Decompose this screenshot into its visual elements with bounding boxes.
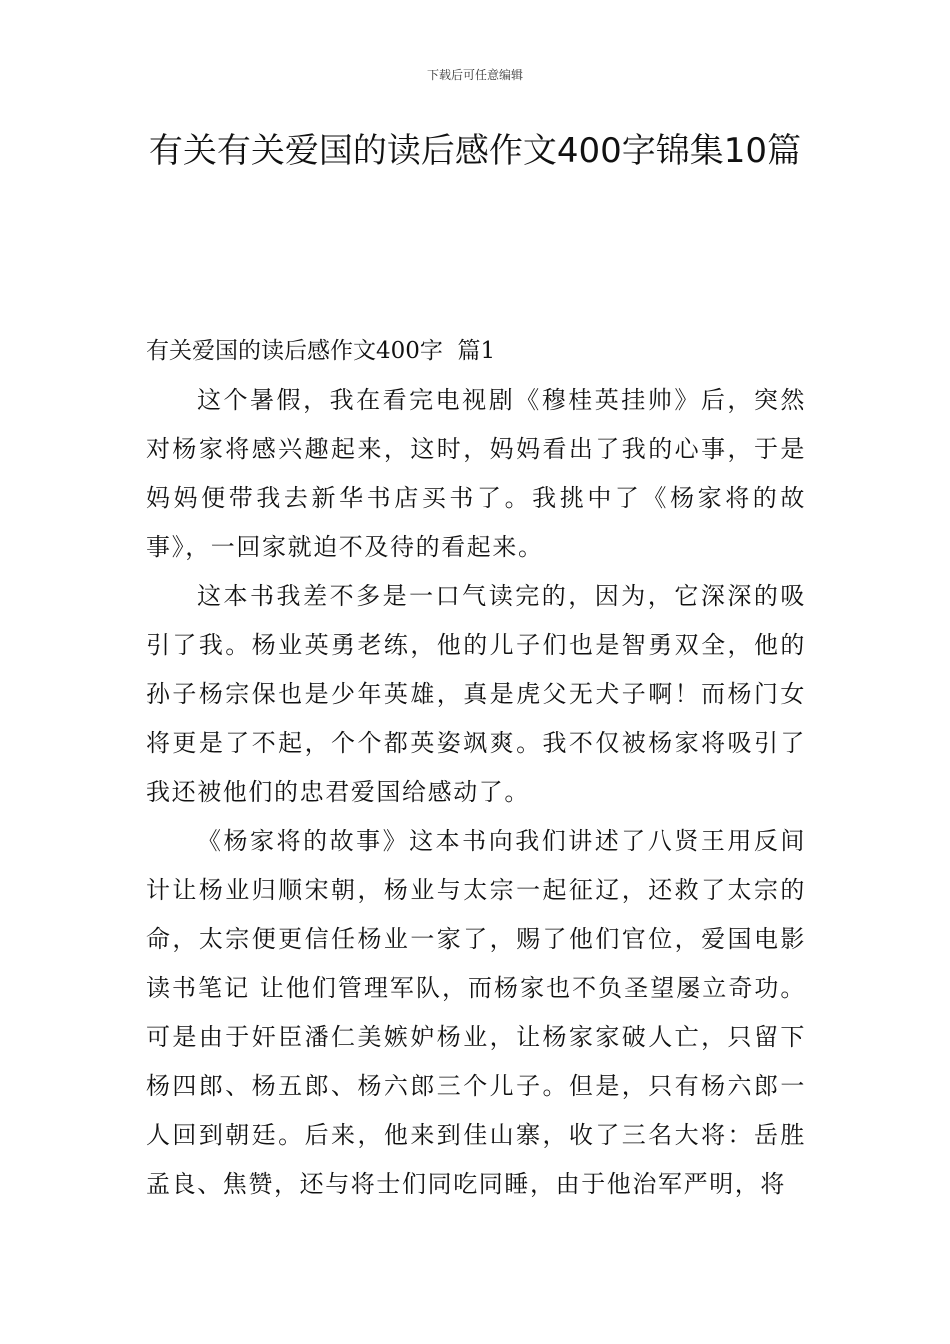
body-text — [146, 376, 806, 1209]
paragraph: 这个暑假，我在看完电视剧《穆桂英挂帅》后，突然对杨家将感兴趣起来，这时，妈妈看出了我的心事，于是妈妈便带我去新华书店买书了。我挑中了《杨家将的故事》，一回家就迫不及待的看起来。 — [146, 386, 806, 561]
paragraph: 这本书我差不多是一口气读完的，因为，它深深的吸引了我。杨业英勇老练，他的儿子们也是智勇双全，他的孙子杨宗保也是少年英雄，真是虎父无犬子啊！而杨门女将更是了不起，个个都英姿飒爽。我不仅被杨家将吸引了我还被他们的忠君爱国给感动了。 — [146, 582, 806, 806]
section-heading: 有关爱国的读后感作文400字 篇1 — [146, 338, 496, 364]
document-title: 有关有关爱国的读后感作文400字锦集10篇 — [148, 131, 802, 171]
paragraph: 《杨家将的故事》这本书向我们讲述了八贤王用反间计让杨业归顺宋朝，杨业与太宗一起征辽，还救了太宗的命，太宗便更信任杨业一家了，赐了他们官位，爱国电影读书笔记 让他们管理军队，而杨家也不负圣望屡立奇功。可是由于奸臣潘仁美嫉妒杨业，让杨家家破人亡，只留下杨四郎、杨五郎、杨六郎三个儿子。但是，只有杨六郎一人回到朝廷。后来，他来到佳山寨，收了三名大将：岳胜孟良、焦赞，还与将士们同吃同睡，由于他治军严明，将 — [146, 827, 806, 1198]
header-note: 下载后可任意编辑 — [426, 68, 523, 82]
